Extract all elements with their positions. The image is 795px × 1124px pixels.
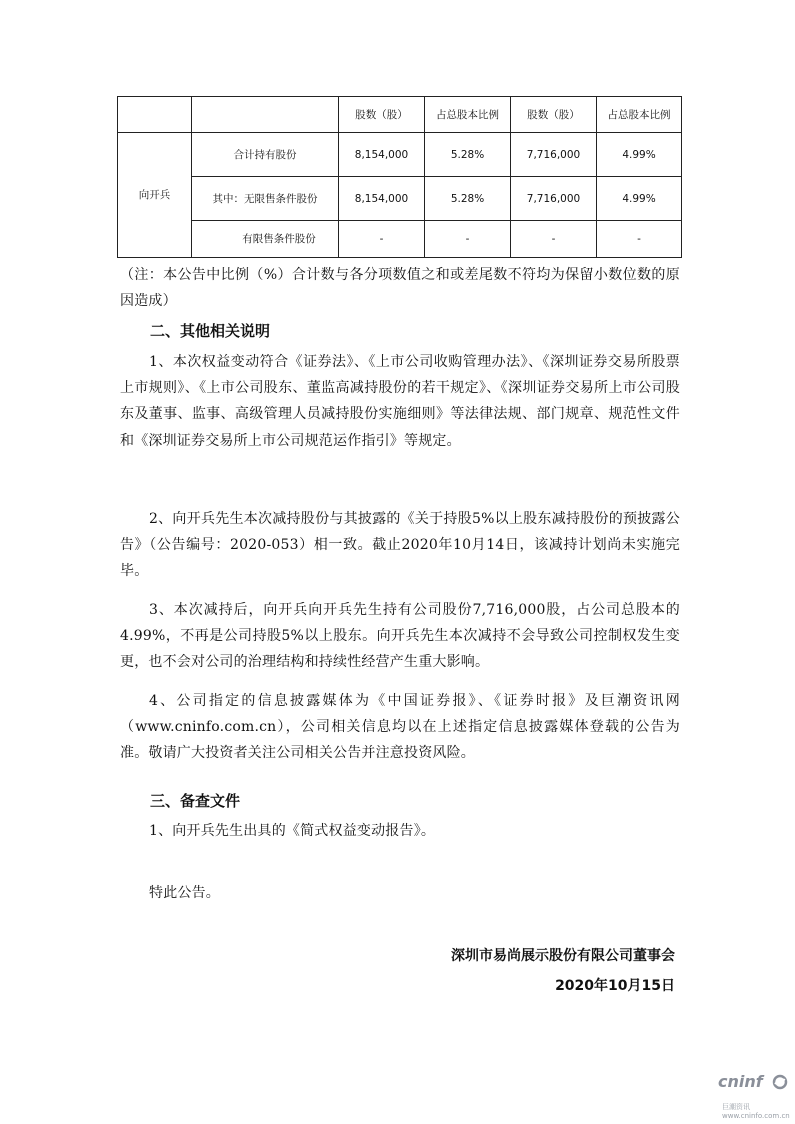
header-shares-before: 股数（股）: [339, 97, 425, 133]
cell-value: -: [425, 221, 511, 258]
cell-value: 8,154,000: [339, 133, 425, 177]
cell-value: 7,716,000: [511, 177, 597, 221]
section-heading-documents: 三、备查文件: [150, 792, 241, 810]
header-blank-cell: [192, 97, 339, 133]
table-row: [118, 221, 682, 258]
cell-value: 8,154,000: [339, 177, 425, 221]
paragraph: 1、本次权益变动符合《证券法》、《上市公司收购管理办法》、《深圳证券交易所股票上市规则》、《上市公司股东、董监高减持股份的若干规定》、《深圳证券交易所上市公司股东及董事、监事、高级管理人员减持股份实施细则》等法律法规、部门规章、规范性文件和《深圳证券交易所上市公司规范运作指引》等规定。: [120, 354, 680, 449]
cell-value: 7,716,000: [511, 133, 597, 177]
cell-value: 4.99%: [597, 177, 682, 221]
cell-value: 4.99%: [597, 133, 682, 177]
closing-text: 特此公告。: [149, 885, 220, 901]
row-label: 有限售条件股份: [192, 221, 339, 258]
cell-value: 5.28%: [425, 177, 511, 221]
section-heading-other: 二、其他相关说明: [150, 322, 271, 340]
table-header-row: [118, 97, 682, 133]
watermark-brand: cninf: [718, 1072, 763, 1091]
cell-value: 5.28%: [425, 133, 511, 177]
swirl-icon: [772, 1074, 788, 1090]
holder-name-cell: 向开兵: [118, 133, 192, 258]
header-shares-after: 股数（股）: [511, 97, 597, 133]
header-ratio-after: 占总股本比例: [597, 97, 682, 133]
watermark-sub: 巨潮资讯 www.cninfo.com.cn: [722, 1103, 790, 1120]
table-row: [118, 177, 682, 221]
paragraph: 1、向开兵先生出具的《简式权益变动报告》。: [149, 823, 436, 839]
row-label: 其中：无限售条件股份: [192, 177, 339, 221]
signature-date: 2020年10月15日: [555, 978, 675, 994]
table-row: [118, 133, 682, 177]
signature-company: 深圳市易尚展示股份有限公司董事会: [451, 948, 675, 964]
cell-value: -: [597, 221, 682, 258]
header-blank-cell: [118, 97, 192, 133]
cell-value: -: [339, 221, 425, 258]
cninfo-watermark-logo: [718, 1072, 790, 1120]
table-footnote: （注：本公告中比例（%）合计数与各分项数值之和或差尾数不符均为保留小数位数的原因造成）: [120, 267, 680, 310]
shareholding-table: [117, 96, 682, 258]
row-label: 合计持有股份: [192, 133, 339, 177]
paragraph: 2、向开兵先生本次减持股份与其披露的《关于持股5%以上股东减持股份的预披露公告》（公告编号：2020-053）相一致。截止2020年10月14日，该减持计划尚未实施完毕。: [120, 511, 680, 580]
paragraph: 4、公司指定的信息披露媒体为《中国证券报》、《证券时报》及巨潮资讯网（www.cninfo.com.cn），公司相关信息均以在上述指定信息披露媒体登载的公告为准。敬请广大投资者关注公司相关公告并注意投资风险。: [120, 693, 680, 762]
paragraph: 3、本次减持后，向开兵向开兵先生持有公司股份7,716,000股，占公司总股本的4.99%，不再是公司持股5%以上股东。向开兵先生本次减持不会导致公司控制权发生变更，也不会对公司的治理结构和持续性经营产生重大影响。: [120, 602, 680, 671]
cell-value: -: [511, 221, 597, 258]
header-ratio-before: 占总股本比例: [425, 97, 511, 133]
